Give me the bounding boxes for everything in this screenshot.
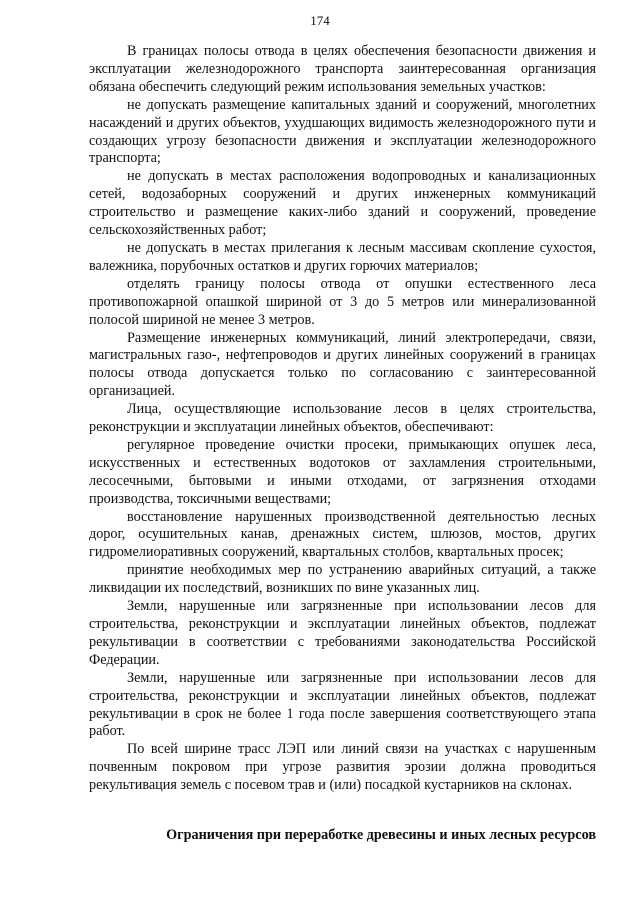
paragraph: Лица, осуществляющие использование лесов в целях строительства, реконструкции и эксплуатации линейных объектов, обеспечивают:	[89, 401, 596, 436]
paragraph: Земли, нарушенные или загрязненные при использовании лесов для строительства, реконструкции и эксплуатации линейных объектов, подлежат рекультивации в срок не более 1 года после завершения соответствующего этапа работ.	[89, 669, 596, 740]
section-heading: Ограничения при переработке древесины и иных лесных ресурсов	[166, 827, 596, 843]
paragraph: принятие необходимых мер по устранению аварийных ситуаций, а также ликвидации их последствий, возникших по вине указанных лиц.	[89, 562, 596, 597]
body-text	[89, 43, 596, 795]
paragraph: Земли, нарушенные или загрязненные при использовании лесов для строительства, реконструкции и эксплуатации линейных объектов, подлежат рекультивации в соответствии с требованиями законодательства Российской Федерации.	[89, 598, 596, 668]
page-number: 174	[310, 13, 330, 28]
paragraph: не допускать размещение капитальных зданий и сооружений, многолетних насаждений и других объектов, ухудшающих видимость железнодорожного пути и создающих угрозу безопасности движения и эксплуатации железнодорожного транспорта;	[89, 96, 596, 167]
paragraph: не допускать в местах прилегания к лесным массивам скопление сухостоя, валежника, порубочных остатков и других горючих материалов;	[89, 239, 596, 274]
paragraph: Размещение инженерных коммуникаций, линий электропередачи, связи, магистральных газо-, нефтепроводов и других линейных сооружений в границах полосы отвода допускается только по согласованию с заинтересованной организацией.	[89, 329, 596, 400]
paragraph: регулярное проведение очистки просеки, примыкающих опушек леса, искусственных и естественных водотоков от захламления строительными, лесосечными, бытовыми и иными отходами, от загрязнения отходами производства, токсичными веществами;	[89, 436, 596, 507]
paragraph: По всей ширине трасс ЛЭП или линий связи на участках с нарушенным почвенным покровом при угрозе развития эрозии должна проводиться рекультивация земель с посевом трав и (или) посадкой кустарников на склонах.	[89, 741, 596, 794]
paragraph: отделять границу полосы отвода от опушки естественного леса противопожарной опашкой шириной от 3 до 5 метров или минерализованной полосой шириной не менее 3 метров.	[89, 275, 596, 328]
paragraph: В границах полосы отвода в целях обеспечения безопасности движения и эксплуатации железнодорожного транспорта заинтересованная организация обязана обеспечить следующий режим использования земельных участков:	[89, 43, 596, 95]
paragraph: восстановление нарушенных производственной деятельностью лесных дорог, осушительных канав, дренажных систем, шлюзов, мостов, других гидромелиоративных сооружений, квартальных столбов, квартальных просек;	[89, 508, 596, 561]
paragraph: не допускать в местах расположения водопроводных и канализационных сетей, водозаборных сооружений и других инженерных коммуникаций строительство и размещение каких-либо зданий и сооружений, проведение сельскохозяйственных работ;	[89, 168, 596, 239]
